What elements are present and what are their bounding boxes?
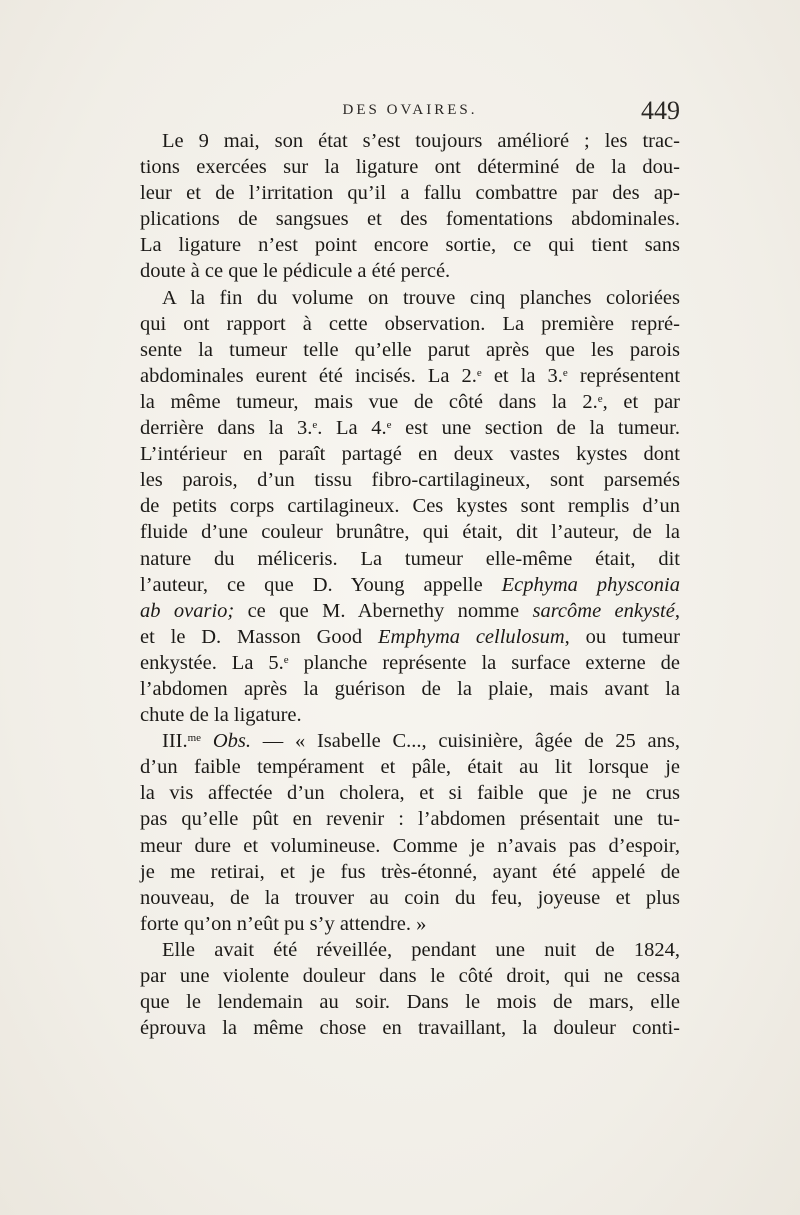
text-line: la vis affectée d’un cholera, et si faible que je ne crus [140,782,680,805]
text-line: pas qu’elle pût en revenir : l’abdomen présentait une tu- [140,808,680,831]
text-line: la même tumeur, mais vue de côté dans la 2.$^e$, et par [140,390,680,413]
text-line: l’abdomen après la guérison de la plaie, mais avant la [140,677,680,700]
text-line: plications de sangsues et des fomentations abdominales. [140,208,680,231]
text-line: chute de la ligature. [140,704,302,727]
text-line: leur et de l’irritation qu’il a fallu combattre par des ap- [140,182,680,205]
text-line: par une violente douleur dans le côté droit, qui ne cessa [140,965,680,987]
text-line: et le D. Masson Good Emphyma cellulosum, ou tumeur [140,625,681,648]
text-line: meur dure et volumineuse. Comme je n’avais pas d’espoir, [140,834,680,857]
text-line: de petits corps cartilagineux. Ces kystes sont remplis d’un [140,495,680,518]
text-line: je me retirai, et je fus très-étonné, ayant été appelé de [140,860,680,883]
text-line: L’intérieur en paraît partagé en deux vastes kystes dont [140,443,680,466]
text-line: abdominales eurent été incisés. La 2.$^e$ et la 3.$^e$ représentent [140,364,681,387]
text-line: sente la tumeur telle qu’elle parut après que les parois [140,338,680,361]
text-line: tions exercées sur la ligature ont déterminé de la dou- [140,156,680,179]
text-line: doute à ce que le pédicule a été percé. [140,260,451,283]
running-title: DES OVAIRES. [342,102,478,118]
text-line: éprouva la même chose en travaillant, la douleur conti- [140,1017,680,1040]
text-line: nature du méliceris. La tumeur elle-même était, dit [140,547,680,570]
page-number: 449 [641,96,680,125]
text-line: qui ont rapport à cette observation. La première repré- [140,312,680,335]
text-line: III.$^{me}$ Obs. — « Isabelle C..., cuisinière, âgée de 25 ans, [162,730,681,753]
running-head [140,96,680,126]
text-line: fluide d’une couleur brunâtre, qui était, dit l’auteur, de la [140,521,680,544]
text-line: La ligature n’est point encore sortie, ce qui tient sans [140,234,680,257]
text-line: d’un faible tempérament et pâle, était au lit lorsque je [140,756,680,779]
text-line: nouveau, de la trouver au coin du feu, joyeuse et plus [140,886,680,909]
text-line: A la fin du volume on trouve cinq planches coloriées [162,286,680,309]
text-line: que le lendemain au soir. Dans le mois de mars, elle [140,991,680,1014]
body-text [140,128,680,1041]
text-line: l’auteur, ce que D. Young appelle Ecphyma physconia [140,573,681,596]
text-line: les parois, d’un tissu fibro-cartilagineux, sont parsemés [140,469,680,492]
text-line: ab ovario; ce que M. Abernethy nomme sarcôme enkysté, [140,599,680,622]
text-line: forte qu’on n’eût pu s’y attendre. » [140,912,427,935]
text-line: enkystée. La 5.$^e$ planche représente la surface externe de [140,651,681,674]
text-line: derrière dans la 3.$^e$. La 4.$^e$ est une section de la tumeur. [140,417,680,440]
text-line: Le 9 mai, son état s’est toujours amélioré ; les trac- [162,130,680,152]
text-line: Elle avait été réveillée, pendant une nuit de 1824, [162,938,680,961]
